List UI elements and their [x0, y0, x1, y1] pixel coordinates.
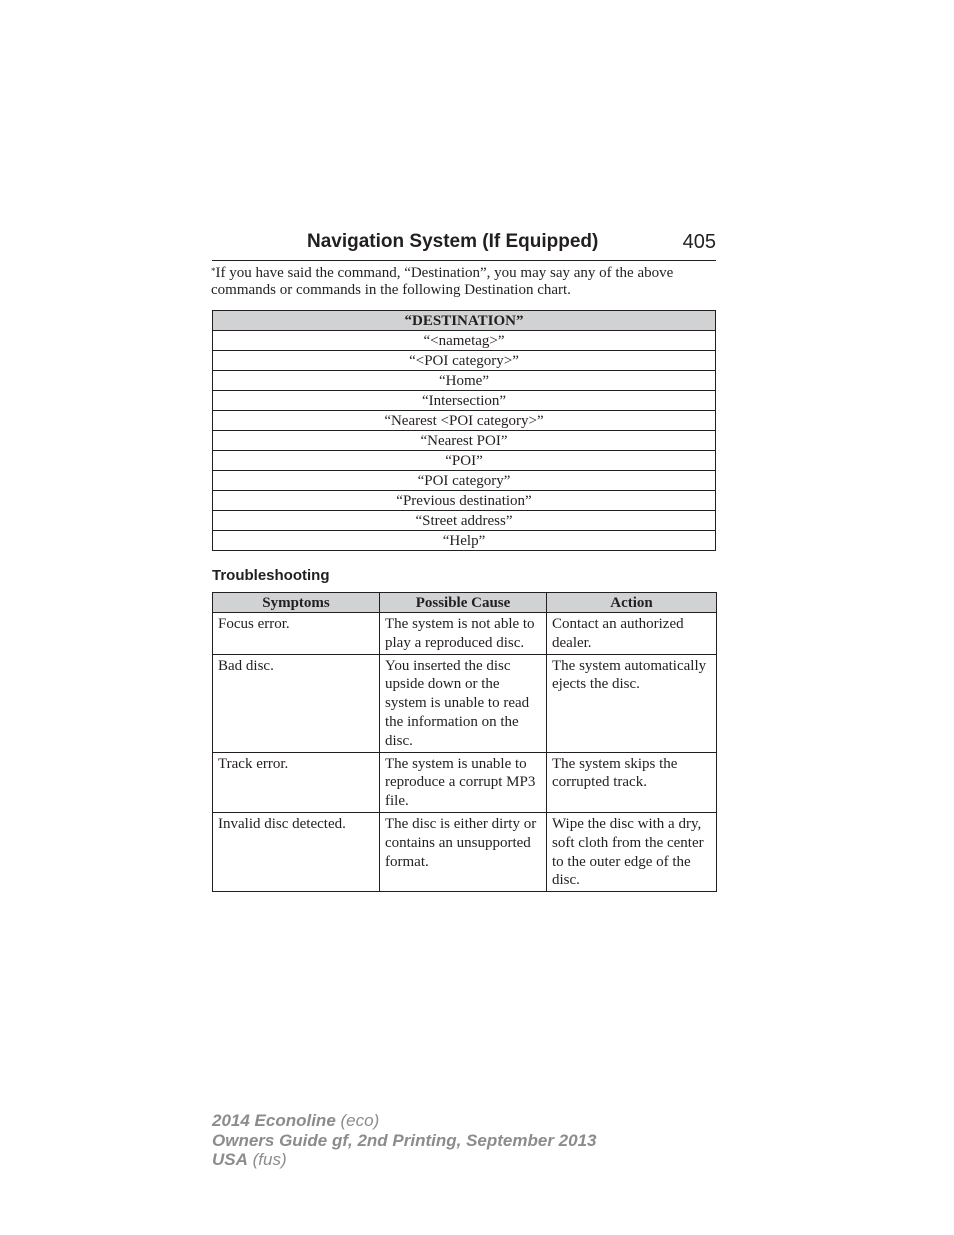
cause-cell: You inserted the disc upside down or the system is unable to read the information on the disc. [380, 654, 547, 752]
symptom-cell: Track error. [213, 752, 380, 812]
destination-command: “<nametag>” [213, 331, 716, 351]
destination-command: “Home” [213, 371, 716, 391]
destination-command: “POI category” [213, 471, 716, 491]
table-row [213, 351, 716, 371]
cause-cell: The disc is either dirty or contains an unsupported format. [380, 812, 547, 891]
intro-paragraph [211, 265, 716, 299]
destination-command: “Street address” [213, 511, 716, 531]
table-row [213, 391, 716, 411]
footer-guide-info: Owners Guide gf, 2nd Printing, September 2013 [212, 1130, 597, 1150]
column-header-action: Action [547, 593, 717, 613]
column-header-possible-cause: Possible Cause [380, 593, 547, 613]
table-row [213, 491, 716, 511]
column-header-symptoms: Symptoms [213, 593, 380, 613]
symptom-cell: Bad disc. [213, 654, 380, 752]
section-title: Navigation System (If Equipped) [307, 231, 599, 252]
table-row [213, 613, 717, 655]
action-cell: The system automatically ejects the disc. [547, 654, 717, 752]
table-row [213, 371, 716, 391]
cause-cell: The system is not able to play a reproduced disc. [380, 613, 547, 655]
destination-table [212, 310, 716, 551]
destination-command: “Nearest POI” [213, 431, 716, 451]
destination-command: “Intersection” [213, 391, 716, 411]
footer-line-1 [212, 1111, 596, 1131]
table-row [213, 411, 716, 431]
page-footer [212, 1111, 596, 1170]
action-cell: Contact an authorized dealer. [547, 613, 717, 655]
destination-command: “Nearest <POI category>” [213, 411, 716, 431]
destination-header-row [213, 311, 716, 331]
troubleshooting-header-row [213, 593, 717, 613]
destination-header: “DESTINATION” [213, 311, 716, 331]
footer-line-3 [212, 1150, 596, 1170]
footer-market: USA [212, 1150, 248, 1169]
action-cell: Wipe the disc with a dry, soft cloth from the center to the outer edge of the disc. [547, 812, 717, 891]
troubleshooting-table [212, 592, 717, 892]
destination-command: “<POI category>” [213, 351, 716, 371]
cause-cell: The system is unable to reproduce a corrupt MP3 file. [380, 752, 547, 812]
troubleshooting-heading: Troubleshooting [212, 567, 330, 584]
footer-model-code: (eco) [340, 1111, 380, 1130]
table-row [213, 451, 716, 471]
table-row [213, 431, 716, 451]
page-number: 405 [682, 231, 716, 253]
table-row [213, 511, 716, 531]
table-row [213, 531, 716, 551]
destination-command: “Previous destination” [213, 491, 716, 511]
symptom-cell: Invalid disc detected. [213, 812, 380, 891]
table-row [213, 331, 716, 351]
footer-line-2 [212, 1131, 596, 1151]
table-row [213, 471, 716, 491]
symptom-cell: Focus error. [213, 613, 380, 655]
destination-command: “POI” [213, 451, 716, 471]
destination-command: “Help” [213, 531, 716, 551]
table-row [213, 752, 717, 812]
footer-model: 2014 Econoline [212, 1111, 336, 1130]
footer-market-code: (fus) [252, 1150, 287, 1169]
footnote-mark: * [211, 266, 216, 276]
page-header [212, 230, 716, 261]
action-cell: The system skips the corrupted track. [547, 752, 717, 812]
table-row [213, 654, 717, 752]
intro-text: If you have said the command, “Destination”, you may say any of the above commands or commands in the following Destination chart. [211, 265, 674, 298]
table-row [213, 812, 717, 891]
